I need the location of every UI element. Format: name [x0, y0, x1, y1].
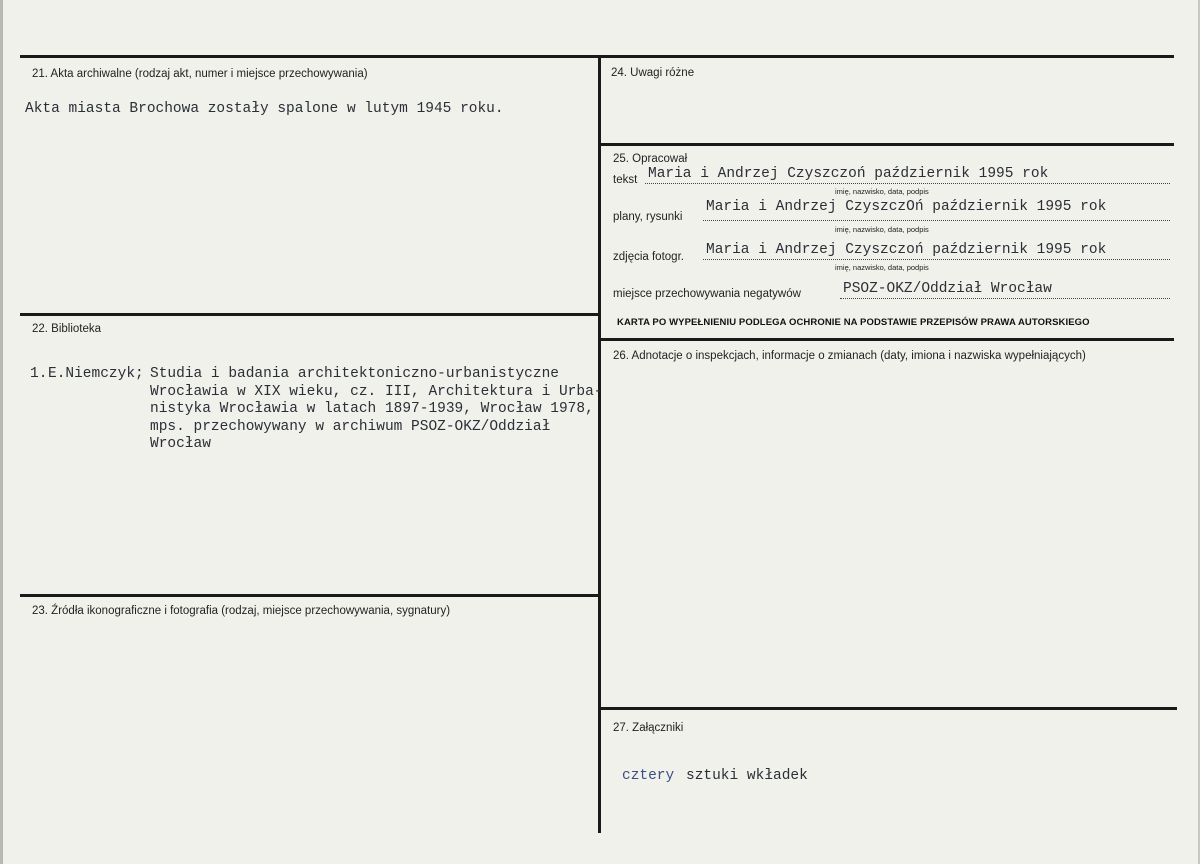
bibliography-line: Studia i badania architektoniczno-urbanistyczne [150, 366, 559, 382]
bibliography-line: Wrocławia w XIX wieku, cz. III, Architektura i Urba- [150, 383, 603, 400]
top-rule [20, 55, 1174, 58]
author-text-label: tekst [613, 174, 638, 186]
attachments-content-first: cztery [622, 768, 675, 784]
author-drawings-caption: imię, nazwisko, data, podpis [835, 225, 929, 234]
rule-below-22 [20, 594, 600, 597]
author-photos-underline [703, 259, 1170, 260]
bibliography-line: Wrocław [150, 436, 211, 452]
bibliography-entry-text [150, 366, 602, 454]
author-drawings-label: plany, rysunki [613, 211, 683, 223]
bibliography-entry-author: E.Niemczyk; [48, 366, 144, 382]
author-text-underline [645, 183, 1170, 184]
author-photos-label: zdjęcia fotogr. [613, 251, 684, 263]
rule-below-25 [600, 338, 1174, 341]
section-27-label: 27. Załączniki [613, 722, 684, 734]
bibliography-line: mps. przechowywany w archiwum PSOZ-OKZ/Oddział [150, 418, 551, 435]
author-drawings-value: Maria i Andrzej CzyszczOń październik 1995 rok [706, 199, 1107, 215]
author-text-caption: imię, nazwisko, data, podpis [835, 187, 929, 196]
section-21-content: Akta miasta Brochowa zostały spalone w lutym 1945 roku. [25, 101, 504, 117]
section-26-label: 26. Adnotacje o inspekcjach, informacje o zmianach (daty, imiona i nazwiska wypełniających) [613, 350, 1086, 362]
section-24-label: 24. Uwagi różne [611, 67, 695, 79]
attachments-content-rest: sztuki wkładek [686, 768, 808, 784]
copyright-notice: KARTA PO WYPEŁNIENIU PODLEGA OCHRONIE NA PODSTAWIE PRZEPISÓW PRAWA AUTORSKIEGO [617, 317, 1090, 328]
author-photos-value: Maria i Andrzej Czyszczoń październik 1995 rok [706, 242, 1107, 258]
rule-below-21 [20, 313, 600, 316]
section-23-label: 23. Źródła ikonograficzne i fotografia (rodzaj, miejsce przechowywania, sygnatury) [32, 605, 451, 617]
bibliography-entry-number: 1. [30, 366, 48, 382]
author-drawings-underline [703, 220, 1170, 221]
section-22-label: 22. Biblioteka [32, 323, 102, 335]
bibliography-line: nistyka Wrocławia w latach 1897-1939, Wrocław 1978, [150, 401, 594, 417]
section-21-label: 21. Akta archiwalne (rodzaj akt, numer i miejsce przechowywania) [32, 68, 368, 80]
card-left-edge [0, 0, 3, 864]
negatives-storage-underline [840, 298, 1170, 299]
negatives-storage-label: miejsce przechowywania negatywów [613, 288, 801, 300]
negatives-storage-value: PSOZ-OKZ/Oddział Wrocław [843, 281, 1052, 297]
author-photos-caption: imię, nazwisko, data, podpis [835, 263, 929, 272]
author-text-value: Maria i Andrzej Czyszczoń październik 1995 rok [648, 166, 1049, 182]
rule-below-26 [600, 707, 1177, 710]
section-25-label: 25. Opracował [613, 153, 688, 165]
rule-below-24 [600, 143, 1174, 146]
